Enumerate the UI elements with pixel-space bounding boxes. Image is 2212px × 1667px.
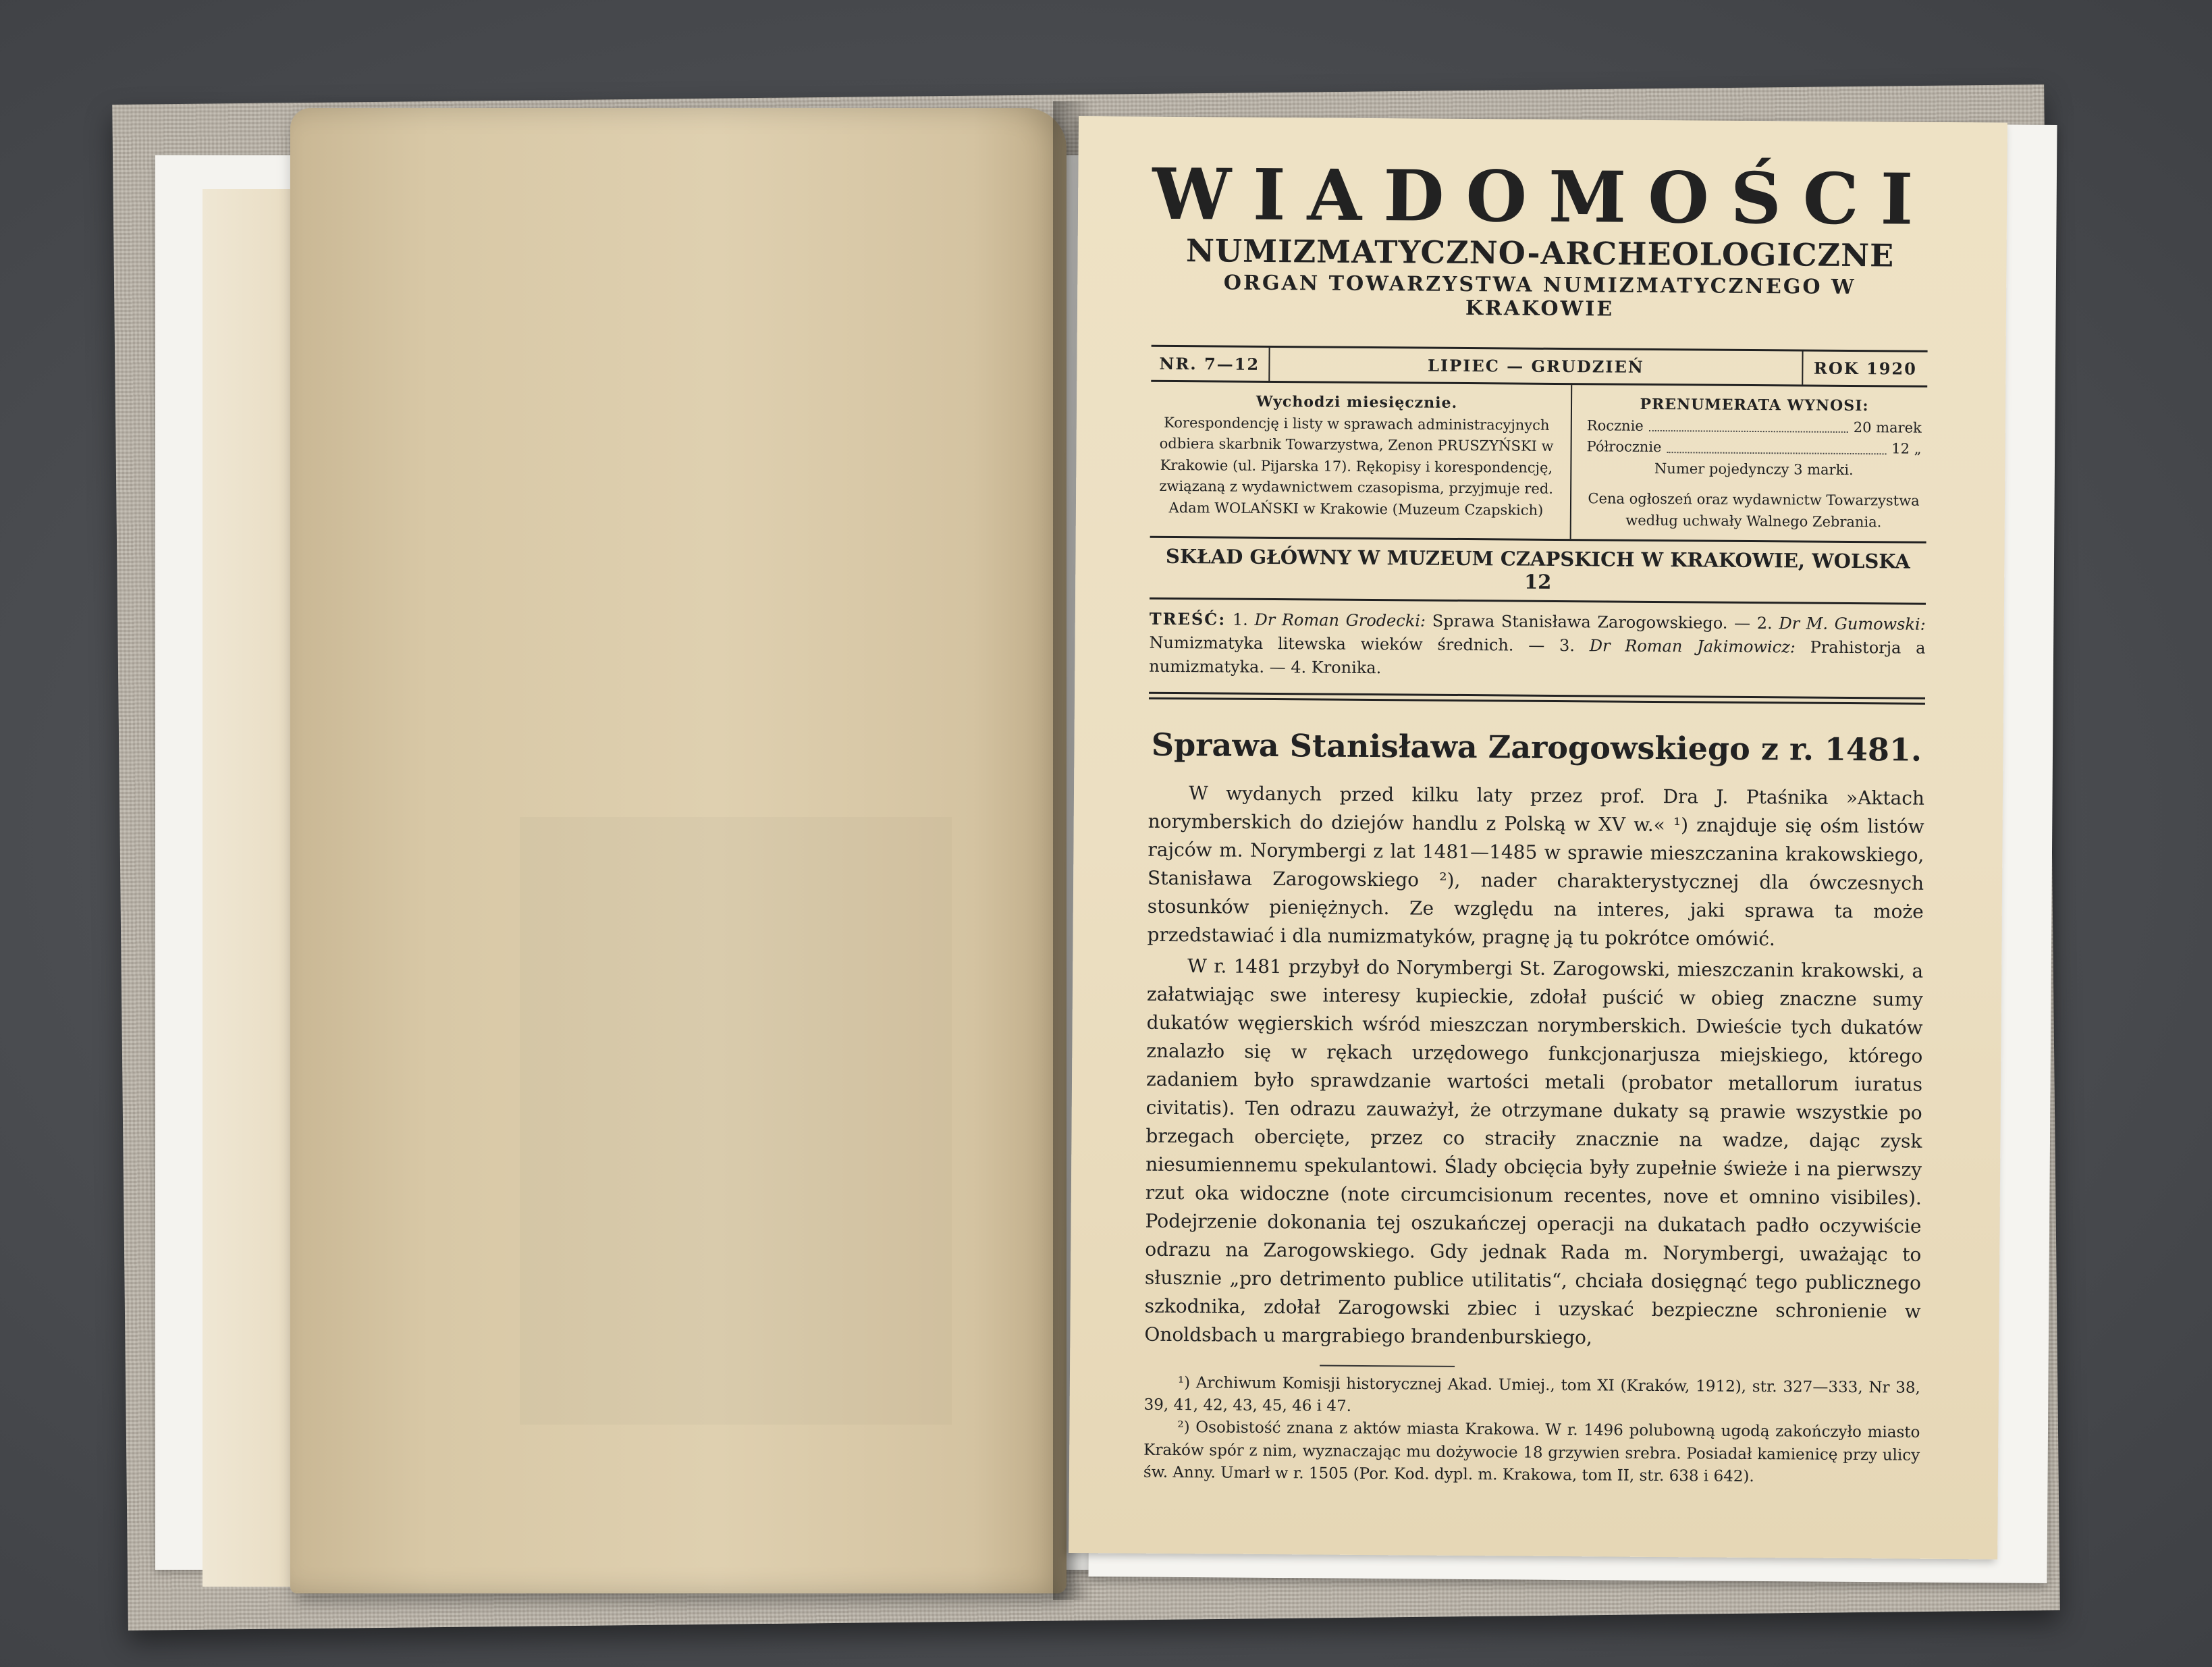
contents-item1-title: Sprawa Stanisława Zarogowskiego. — 2. bbox=[1432, 611, 1773, 633]
price-value: 20 marek bbox=[1853, 419, 1922, 436]
article-title: Sprawa Stanisława Zarogowskiego z r. 1481. bbox=[1151, 726, 1922, 768]
dot-leader bbox=[1649, 416, 1848, 433]
contents-item3-author: Dr Roman Jakimowicz: bbox=[1589, 636, 1796, 657]
contents-item1-num: 1. bbox=[1232, 610, 1248, 630]
table-of-contents bbox=[1149, 600, 1926, 691]
contents-item2-author: Dr M. Gumowski: bbox=[1779, 614, 1926, 635]
journal-subtitle: NUMIZMATYCZNO-ARCHEOLOGICZNE bbox=[1185, 232, 1895, 274]
dot-leader bbox=[1667, 437, 1886, 454]
issue-number: NR. 7—12 bbox=[1151, 347, 1270, 381]
footnotes bbox=[1143, 1371, 1920, 1489]
main-depot-line: SKŁAD GŁÓWNY W MUZEUM CZAPSKICH W KRAKOWIE, WOLSKA 12 bbox=[1150, 538, 1926, 605]
price-label: Rocznie bbox=[1586, 417, 1644, 434]
contents-item1-author: Dr Roman Grodecki: bbox=[1254, 610, 1426, 631]
price-value: 12 „ bbox=[1891, 440, 1922, 458]
subscription-heading: PRENUMERATA WYNOSI: bbox=[1640, 395, 1869, 415]
issue-year: ROK 1920 bbox=[1802, 351, 1927, 385]
frequency-heading: Wychodzi miesięcznie. bbox=[1256, 392, 1458, 412]
double-rule-divider bbox=[1149, 691, 1925, 704]
price-label: Półrocznie bbox=[1586, 438, 1662, 456]
contents-item2-title: Numizmatyka litewska wieków średnich. — 3. bbox=[1149, 633, 1575, 656]
journal-title: WIADOMOŚCI bbox=[1152, 152, 1935, 241]
price-row-yearly bbox=[1587, 415, 1922, 439]
article-paragraph: W r. 1481 przybył do Norymbergi St. Zarogowski, mieszczanin krakowski, a załatwiając swe interesy kupieckie, zdołał puścić w obieg znaczne sumy dukatów węgierskich wśród mieszczan norymberskich. Dwieście tych dukatów znalazło się w rękach urzędowego funkcjonarjusza miejskiego, którego zadaniem było sprawdzanie wartości metali (probator metallorum iuratus civitatis). Ten odrazu zauważył, że otrzymane dukaty są prawie wszystkie po brzegach obercięte, przez co straciły znacznie na wadze, dając zysk niesumiennemu spekulantowi. Ślady obcięcia były zupełnie świeże i na pierwszy rzut oka widoczne (note circumcisionum recentes, nove et omnino visibiles). Podejrzenie dokonania tej oszukańczej operacji na dukatach padło oczywiście odrazu na Zarogowskiego. Gdy jednak Rada m. Norymbergi, uważając to słusznie „pro detrimento publice utilitatis“, chciała dosięgnąć tego publicznego szkodnika, zdołał Zarogowski zbiec i uzyskać bezpieczne schronienie w Onoldsbach u margrabiego brandenburskiego, bbox=[1144, 954, 1924, 1349]
issue-bar bbox=[1151, 345, 1927, 388]
right-printed-page bbox=[1069, 116, 2007, 1560]
article-body bbox=[1144, 778, 1924, 1354]
footnote-1: ¹) Archiwum Komisji historycznej Akad. Umiej., tom XI (Kraków, 1912), str. 327—333, Nr 38, 39, 41, 42, 43, 45, 46 i 47. bbox=[1143, 1373, 1920, 1415]
single-issue-price: Numer pojedynczy 3 marki. bbox=[1654, 460, 1854, 478]
correspondence-text: Korespondencję i listy w sprawach administracyjnych odbiera skarbnik Towarzystwa, Zenon PRUSZYŃSKI w Krakowie (ul. Pijarska 17). Rękopisy i korespondencję, związaną z wydawnictwem czasopisma, przyjmuje red. Adam WOLAŃSKI w Krakowie (Muzeum Czapskich) bbox=[1159, 414, 1554, 519]
issue-period: LIPIEC — GRUDZIEŃ bbox=[1428, 355, 1644, 377]
footnote-rule bbox=[1320, 1365, 1455, 1367]
price-row-halfyear bbox=[1586, 437, 1921, 460]
contents-item3-title: Prahistorja a numizmatyka. — 4. Kronika. bbox=[1149, 637, 1926, 678]
publication-info-left bbox=[1150, 382, 1573, 539]
faint-plate-impression bbox=[520, 817, 952, 1425]
article-paragraph: W wydanych przed kilku laty przez prof. Dra J. Ptaśnika »Aktach norymberskich do dziejów handlu z Polską w XV w.« ¹) znajduje się ośm listów rajców m. Norymbergi z lat 1481—1485 w sprawie mieszczanina krakowskiego, Stanisława Zarogowskiego ²), nader charakterystycznej dla ówczesnych stosunków pieniężnych. Ze względu na interes, jaki sprawa ta może przedstawiać i dla numizmatyków, pragnę ją tu pokrótce omówić. bbox=[1147, 781, 1925, 950]
footnote-2: ²) Osobistość znana z aktów miasta Krakowa. W r. 1496 polubowną ugodą zakończyło miasto Kraków spór z nim, wyznaczając mu dożywocie 18 grzywien srebra. Posiadał kamienicę przy ulicy św. Anny. Umarł w r. 1505 (Por. Kod. dypl. m. Krakowa, tom II, str. 638 i 642). bbox=[1143, 1419, 1920, 1486]
subscription-info bbox=[1571, 385, 1928, 541]
ads-price-note: Cena ogłoszeń oraz wydawnictw Towarzystwa według uchwały Walnego Zebrania. bbox=[1588, 490, 1920, 531]
left-blank-page bbox=[290, 108, 1067, 1593]
publication-info-box bbox=[1150, 382, 1928, 544]
journal-organ-line: ORGAN TOWARZYSTWA NUMIZMATYCZNEGO W KRAKOWIE bbox=[1223, 271, 1856, 321]
page-content bbox=[1143, 152, 1935, 1489]
contents-label: TREŚĆ: bbox=[1149, 609, 1226, 629]
